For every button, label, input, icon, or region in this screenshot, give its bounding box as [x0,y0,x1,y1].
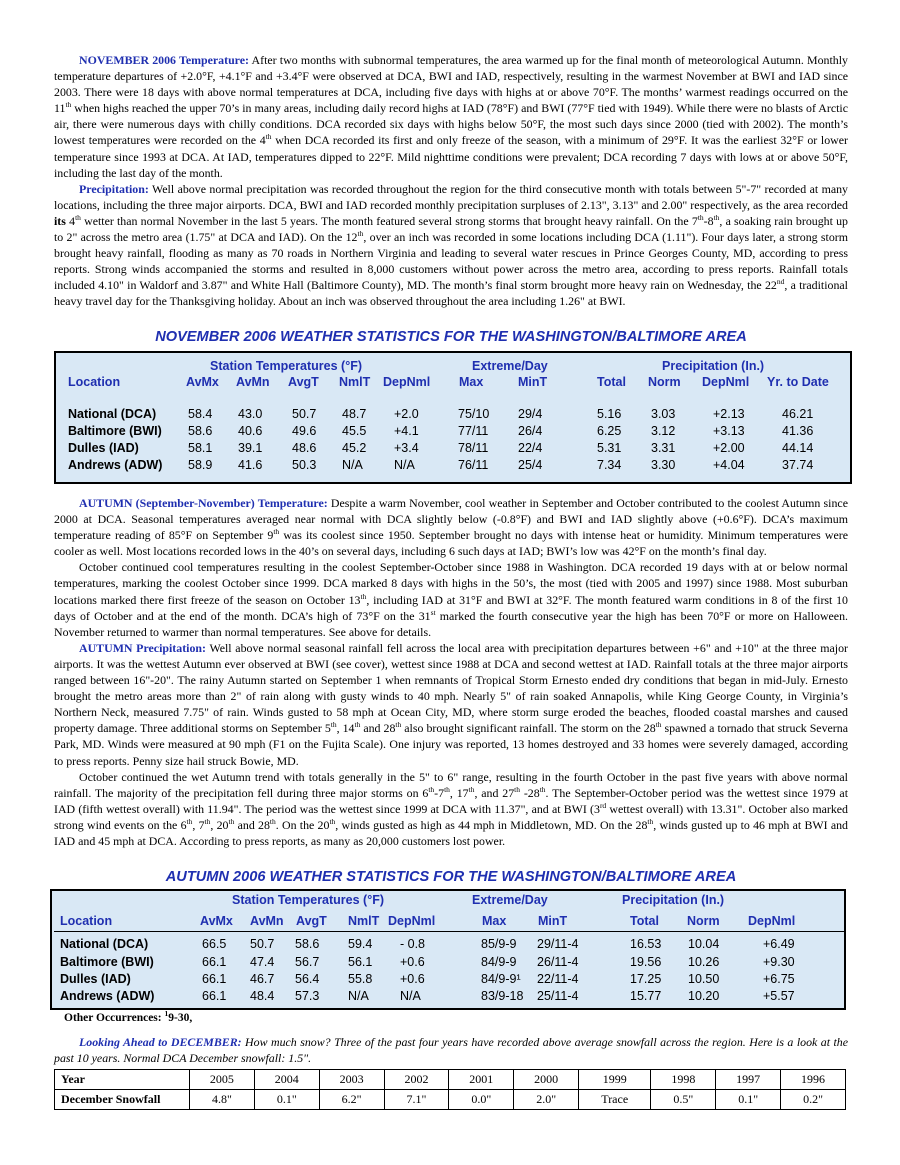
cell-avmn: 41.6 [238,458,263,472]
november-precipitation-heading: Precipitation: [79,181,149,196]
cell-max: 84/9-9¹ [481,972,521,986]
cell-depnml-precip: +2.00 [713,441,745,455]
year-cell: 2005 [190,1070,255,1090]
row-location: Andrews (ADW) [68,458,163,472]
cell-avgt: 56.4 [295,972,320,986]
row-location: Andrews (ADW) [60,989,155,1003]
cell-mint: 29/11-4 [537,937,579,951]
cell-depnml-precip: +2.13 [713,407,745,421]
header-depnml: DepNml [388,914,436,928]
cell-max: 77/11 [458,424,489,438]
cell-nmlt: 45.2 [342,441,367,455]
cell-nmlt: 48.7 [342,407,367,421]
header-avmn: AvMn [236,375,270,389]
year-cell: 2004 [254,1070,319,1090]
snowfall-cell: Trace [579,1090,651,1110]
year-cell: 2002 [384,1070,449,1090]
cell-year-to-date: 37.74 [782,458,814,472]
cell-mint: 25/4 [518,458,543,472]
cell-avmx: 66.5 [202,937,227,951]
header-nmlt: NmlT [339,375,371,389]
header-avgt: AvgT [296,914,327,928]
cell-avmn: 40.6 [238,424,263,438]
table-rule [54,931,846,932]
group-precipitation: Precipitation (In.) [662,359,765,373]
cell-avgt: 50.7 [292,407,317,421]
snowfall-cell: 4.8" [190,1090,255,1110]
row-location: Baltimore (BWI) [60,955,154,969]
autumn-precipitation-heading: AUTUMN Precipitation: [79,640,206,655]
row-location: National (DCA) [68,407,157,421]
cell-depnml-precip: +5.57 [763,989,795,1003]
cell-total: 16.53 [630,937,662,951]
autumn-temperature-paragraph: AUTUMN (September-November) Temperature: Despite a warm November, cool weather in September and October contributed to the coolest Autumn since 2000 at DCA. Seasonal temperatures averaged near normal with DCA slightly below (-0.8°F) and BWI and IAD slightly above (+0.6°F). DCA’s maximum temperature reading of 85°F on September 9th was its coolest since 1950. September brought no days with intense heat or humidity. Minimum temperatures were cooler as well. Most locations recorded lows in the 40’s on several days, including 6 such days at IAD; BWI’s low was 42°F on the month’s final day. [54,496,848,559]
header-norm: Norm [687,914,720,928]
header-depnml-precip: DepNml [702,375,750,389]
autumn-october-temperature-paragraph: October continued cool temperatures resulting in the coolest September-October since 1988 in Washington. DCA recorded 19 days with at or below normal temperatures, marking the coolest October since 1999. DCA marked 8 days with highs in the 50’s, the most (tied with 2005 and 1997) since 1988. Most suburban locations marked there first freeze of the season on October 13th, including IAD at 31°F and BWI at 32°F. The month featured warm conditions in 8 of the first 10 days of October and at the end of the month. DCA’s high of 73°F on the 31st marked the fourth consecutive year the high has been 70°F or more on Halloween. November returned to warmer than normal temperatures. See above for details. [54,560,849,639]
year-cell: 2003 [319,1070,384,1090]
year-cell: 2000 [514,1070,579,1090]
november-temperature-paragraph: NOVEMBER 2006 Temperature: After two months with subnormal temperatures, the area warmed up for the final month of meteorological Autumn. Monthly temperature departures of +2.0°F, +4.1°F and +3.4°F were observed at DCA, BWI and IAD, respectively, resulting in the warmest November at BWI and IAD since 2003. There were 18 days with above normal temperatures at DCA, including five days with highs at or above 70°F. The months’ warmest readings occurred on the 11th when highs reached the upper 70’s in many areas, including daily record highs at IAD (78°F) and BWI (77°F tied with 1949). While there were no blasts of Arctic air, there were numerous days with chilly conditions. DCA recorded six days with highs below 50°F, the most such days since 2000 (tied with 2002). The month’s lowest temperatures were recorded on the 4th when DCA recorded its first and only freeze of the season, with a minimum of 29°F. It was the earliest 32°F or lower temperature since 1993 at DCA. At IAD, temperatures dipped to 22°F. Mild nighttime conditions were prevalent; DCA recording 7 days with lows at or above 50°F, including the last day of the month. [54,53,848,180]
row-location: National (DCA) [60,937,149,951]
cell-avgt: 50.3 [292,458,317,472]
cell-mint: 25/11-4 [537,989,579,1003]
year-cell: 1996 [781,1070,846,1090]
cell-depnml: +0.6 [400,955,425,969]
cell-norm: 3.12 [651,424,676,438]
snowfall-cell: 0.5" [651,1090,716,1110]
cell-mint: 26/11-4 [537,955,579,969]
snowfall-cell: 0.1" [716,1090,781,1110]
header-mint: MinT [518,375,548,389]
cell-nmlt: 56.1 [348,955,373,969]
header-year-to-date: Yr. to Date [767,375,829,389]
cell-max: 75/10 [458,407,490,421]
cell-norm: 3.30 [651,458,676,472]
header-nmlt: NmlT [348,914,380,928]
cell-nmlt: 45.5 [342,424,367,438]
snowfall-cell: 2.0" [514,1090,579,1110]
row-location: Dulles (IAD) [68,441,139,455]
cell-depnml-precip: +3.13 [713,424,745,438]
cell-avgt: 49.6 [292,424,317,438]
group-station-temperatures: Station Temperatures (°F) [210,359,363,373]
row-location: Dulles (IAD) [60,972,131,986]
cell-norm: 3.03 [651,407,676,421]
looking-ahead-heading: Looking Ahead to DECEMBER: [79,1035,242,1049]
cell-nmlt: 55.8 [348,972,373,986]
cell-total: 15.77 [630,989,662,1003]
autumn-narrative [54,495,848,849]
year-cell: 1997 [716,1070,781,1090]
autumn-precipitation-paragraph: AUTUMN Precipitation: Well above normal seasonal rainfall fell across the local area with precipitation departures between +6" and +10" at the three major airports. It was the wettest Autumn ever observed at BWI (see cover), wettest since 1988 at DCA and second wettest at IAD. Rainfall totals at the three major airports ranged between 16"-20". The rainy Autumn started on September 1 when remnants of Tropical Storm Ernesto ended dry conditions that began in mid-July. Ernesto brought the metro areas more than 2" of rain along with gusty winds to 40 mph. Nearly 5" of rain soaked Annapolis, while King George County, in Virginia’s Northern Neck, measured 7.75" of rain. Winds gusted to 58 mph at Ocean City, MD, where storm surge eroded the beaches, flooded coastal marshes and caused property damage. Three additional storms on September 5th, 14th and 28th also brought significant rainfall. The storm on the 28th spawned a tornado that struck Severna Park, MD. Winds were measured at 90 mph (F1 on the Fujita Scale). One injury was reported, 13 homes destroyed and 33 homes were severely damaged, according to press reports. Penny size hail struck Bowie, MD. [54,640,849,768]
cell-norm: 10.04 [688,937,720,951]
cell-nmlt: 59.4 [348,937,373,951]
cell-depnml: +2.0 [394,407,419,421]
cell-depnml-precip: +6.49 [763,937,795,951]
cell-total: 5.31 [597,441,622,455]
cell-avmx: 58.4 [188,407,213,421]
header-location: Location [68,375,121,389]
cell-depnml-precip: +6.75 [763,972,795,986]
november-stats-title: NOVEMBER 2006 WEATHER STATISTICS FOR THE WASHINGTON/BALTIMORE AREA [155,329,747,345]
year-cell: 1999 [579,1070,651,1090]
header-avgt: AvgT [288,375,319,389]
header-max: Max [459,375,484,389]
november-precipitation-paragraph: Precipitation: Well above normal precipitation was recorded throughout the region for the third consecutive month with totals between 5"-7" recorded at many locations, including the three major airports. DCA, BWI and IAD recorded monthly precipitation surpluses of 2.13", 3.13" and 2.00" respectively, as the area recorded its 4th wetter than normal November in the last 5 years. The month featured several strong storms that brought heavy rainfall. On the 7th-8th, a soaking rain brought up to 2" across the metro area (1.75" at DCA and IAD). On the 12th, over an inch was recorded in some locations including DCA (1.11"). Four days later, a strong storm brought heavy rainfall, flooding as many as 70 roads in Northern Virginia and leading to several water rescues in Prince Georges County, MD, according to press reports. Strong winds accompanied the storms and resulted in 8,000 customers without power across the metro area, according to press reports. Rainfall totals included 4.10" in Waldorf and 3.87" and White Hall (Baltimore County), MD. The month’s final storm brought more heavy rain on Wednesday, the 22nd, a traditional heavy travel day for the Thanksgiving holiday. About an inch was observed throughout the area including 1.26" at BWI. [54,181,848,309]
cell-norm: 3.31 [651,441,676,455]
header-avmx: AvMx [200,914,233,928]
cell-depnml-precip: +9.30 [763,955,795,969]
november-stats-table [54,351,852,484]
header-mint: MinT [538,914,568,928]
header-depnml: DepNml [383,375,431,389]
looking-ahead [54,1034,848,1066]
snowfall-label: December Snowfall [55,1090,190,1110]
looking-ahead-paragraph: Looking Ahead to DECEMBER: How much snow? Three of the past four years have recorded above average snowfall across the region. Here is a look at the past 10 years. Normal DCA December snowfall: 1.5". [54,1035,848,1066]
cell-avmx: 66.1 [202,989,227,1003]
cell-max: 78/11 [458,441,489,455]
cell-avmn: 43.0 [238,407,263,421]
cell-depnml-precip: +4.04 [713,458,745,472]
cell-mint: 22/4 [518,441,543,455]
cell-avmn: 46.7 [250,972,275,986]
cell-norm: 10.26 [688,955,720,969]
snowfall-cell: 0.0" [449,1090,514,1110]
group-extreme-day: Extreme/Day [472,359,548,373]
header-avmx: AvMx [186,375,219,389]
cell-avmn: 47.4 [250,955,275,969]
snowfall-cell: 0.1" [254,1090,319,1110]
cell-year-to-date: 46.21 [782,407,814,421]
cell-norm: 10.20 [688,989,720,1003]
year-cell: 1998 [651,1070,716,1090]
december-snowfall-table [54,1069,846,1110]
cell-norm: 10.50 [688,972,720,986]
group-station-temperatures: Station Temperatures (°F) [232,893,385,907]
snowfall-cell: 6.2" [319,1090,384,1110]
cell-avmx: 66.1 [202,955,227,969]
year-cell: 2001 [449,1070,514,1090]
cell-avgt: 57.3 [295,989,320,1003]
snowfall-cell: 0.2" [781,1090,846,1110]
cell-avmn: 50.7 [250,937,275,951]
cell-max: 83/9-18 [481,989,524,1003]
cell-avgt: 58.6 [295,937,320,951]
cell-mint: 26/4 [518,424,543,438]
cell-mint: 29/4 [518,407,543,421]
group-extreme-day: Extreme/Day [472,893,548,907]
other-occurrences: Other Occurrences: $^1$9-30, [64,1009,193,1024]
cell-avmn: 39.1 [238,441,263,455]
cell-avgt: 56.7 [295,955,320,969]
cell-depnml: - 0.8 [400,937,426,951]
cell-max: 85/9-9 [481,937,517,951]
header-location: Location [60,914,113,928]
cell-total: 6.25 [597,424,622,438]
autumn-stats-table [50,889,846,1010]
cell-total: 17.25 [630,972,662,986]
cell-depnml: N/A [400,989,421,1003]
cell-depnml: +4.1 [394,424,419,438]
table-row [55,1090,846,1110]
header-total: Total [630,914,659,928]
table-row [55,1070,846,1090]
cell-nmlt: N/A [342,458,363,472]
cell-depnml: +3.4 [394,441,419,455]
november-narrative [54,52,848,310]
cell-avmx: 58.6 [188,424,213,438]
cell-avmx: 58.1 [188,441,213,455]
cell-avmx: 58.9 [188,458,213,472]
group-precipitation: Precipitation (In.) [622,893,725,907]
cell-year-to-date: 41.36 [782,424,814,438]
cell-nmlt: N/A [348,989,369,1003]
autumn-temperature-heading: AUTUMN (September-November) Temperature: [79,496,328,510]
cell-total: 19.56 [630,955,662,969]
cell-total: 5.16 [597,407,622,421]
autumn-stats-title: AUTUMN 2006 WEATHER STATISTICS FOR THE WASHINGTON/BALTIMORE AREA [165,869,737,885]
row-location: Baltimore (BWI) [68,424,162,438]
cell-avmx: 66.1 [202,972,227,986]
header-total: Total [597,375,626,389]
autumn-october-precipitation-paragraph: October continued the wet Autumn trend with totals generally in the 5" to 6" range, resulting in the fourth October in the past five years with above normal rainfall. The majority of the precipitation fell during three major storms on 6th-7th, 17th, and 27th -28th. The September-October period was the wettest since 1979 at IAD (fifth wettest overall) with 11.94". The period was the wettest since 1999 at DCA with 11.37", and at BWI (3rd wettest overall) with 13.31". October also marked strong wind events on the 6th, 7th, 20th and 28th. On the 20th, winds gusted as high as 44 mph in Middletown, MD. On the 28th, winds gusted up to 46 mph at BWI and IAD and 45 mph at DCA. According to press reports, as many as 20,000 customers lost power. [54,769,848,848]
snowfall-cell: 7.1" [384,1090,449,1110]
year-label: Year [55,1070,190,1090]
cell-max: 84/9-9 [481,955,517,969]
cell-depnml: +0.6 [400,972,425,986]
header-max: Max [482,914,507,928]
header-depnml-precip: DepNml [748,914,796,928]
cell-avgt: 48.6 [292,441,317,455]
header-avmn: AvMn [250,914,284,928]
cell-avmn: 48.4 [250,989,275,1003]
header-norm: Norm [648,375,681,389]
november-temperature-heading: NOVEMBER 2006 Temperature: [79,53,249,67]
cell-total: 7.34 [597,458,622,472]
cell-mint: 22/11-4 [537,972,579,986]
cell-year-to-date: 44.14 [782,441,814,455]
cell-depnml: N/A [394,458,415,472]
cell-max: 76/11 [458,458,489,472]
